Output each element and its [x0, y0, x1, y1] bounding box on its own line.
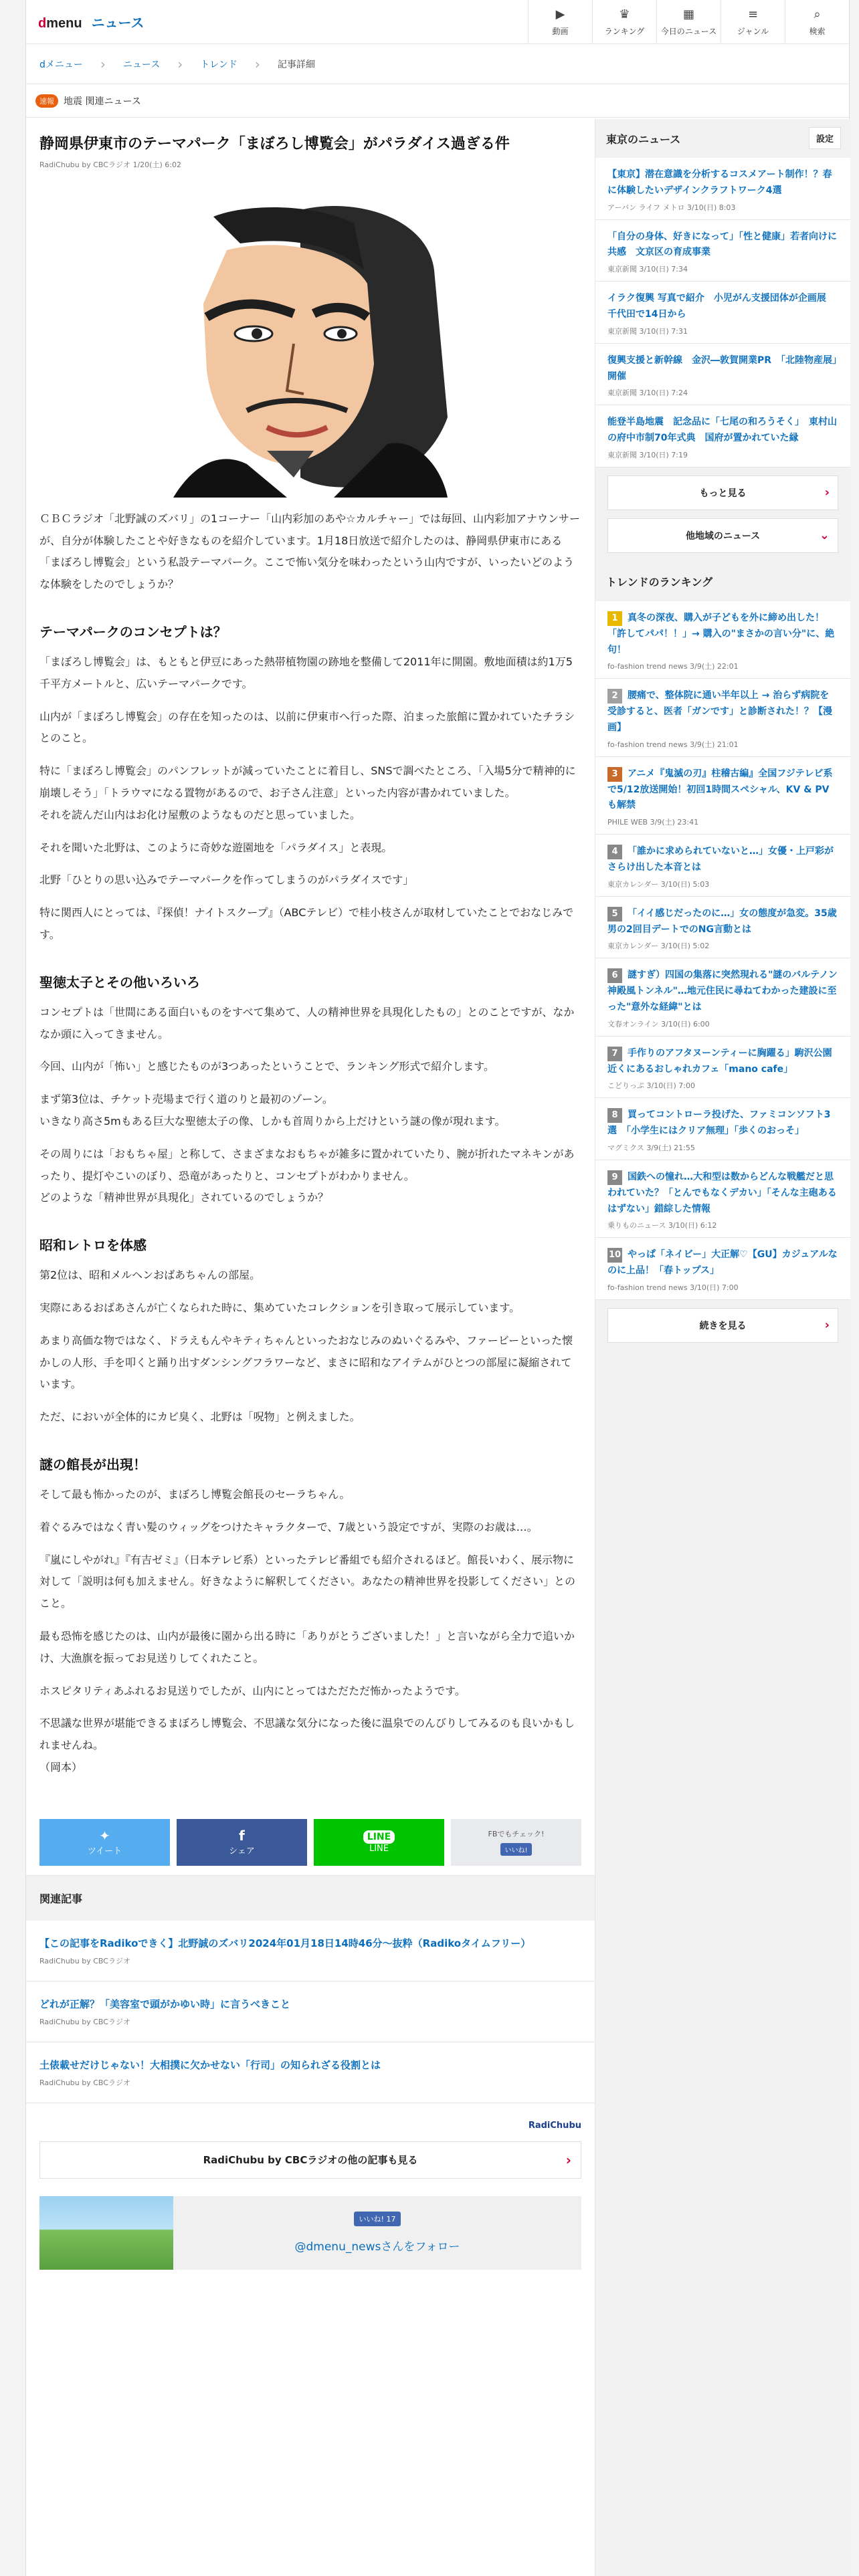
ranking-item[interactable]	[595, 1037, 850, 1099]
chevron-right-icon: ›	[565, 2151, 571, 2168]
ranking-item[interactable]	[595, 679, 850, 756]
landscape-image	[39, 2196, 173, 2270]
local-news-title[interactable]: イラク復興 写真で紹介 小児がん支援団体が企画展 千代田で14日から	[607, 293, 836, 320]
related-list	[26, 1921, 595, 2103]
logo-d: d	[38, 16, 47, 31]
local-news-source: アーバン ライフ メトロ 3/10(日) 8:03	[607, 203, 736, 212]
ranking-source: fo-fashion trend news 3/10(日) 7:00	[607, 1283, 739, 1292]
ranking-title-row[interactable]	[607, 968, 838, 1015]
paragraph: コンセプトは「世間にある面白いものをすべて集めて、人の精神世界を具現化したもの」とのことですが、なかなか頭に入ってきません。	[39, 1005, 575, 1041]
rank-number: 2	[607, 689, 622, 704]
paragraph: ＣＢＣラジオ「北野誠のズバリ」の1コーナー「山内彩加のあや☆カルチャー」では毎回、山内彩加アナウンサーが、自分が体験したことや好きなものを紹介しています。1月18日放送で紹介したのは、静岡県伊東市にある「まぼろし博覧会」という私設テーマパーク。ここで怖い気分を味わったという山内ですが、いったいどのような体験をしたのでしょうか？	[39, 512, 581, 591]
paragraph: ただ、においが全体的にカビ臭く、北野は「呪物」と例えました。	[39, 1410, 361, 1424]
paragraph: 不思議な世界が堪能できるまぼろし博覧会、不思議な気分になった後に温泉でのんびりしてみるのも良いかもしれませんね。 （岡本）	[39, 1717, 575, 1774]
radichubu-logo-text: RadiChubu	[528, 2120, 581, 2131]
nav-label: ジャンル	[737, 27, 769, 36]
ranking-title-row[interactable]	[607, 1247, 838, 1279]
ranking-title-row[interactable]	[607, 844, 838, 876]
ranking-title[interactable]: アニメ『鬼滅の刃』柱稽古編』全国フジテレビ系で5/12放送開始！初回1時間スペシャル、KV & PV も解禁	[607, 768, 833, 811]
fb-check-label: FBでもチェック!	[488, 1830, 545, 1839]
breadcrumb-dmenu[interactable]: dメニュー	[39, 59, 83, 70]
local-news-title: 東京のニュース	[606, 132, 681, 146]
chevron-down-icon: ⌄	[819, 528, 830, 543]
related-title[interactable]: どれが正解？「美容室で頭がかゆい時」に言うべきこと	[39, 1998, 291, 2010]
article-meta: RadiChubu by CBCラジオ 1/20(土) 6:02	[39, 160, 181, 169]
local-news-source: 東京新聞 3/10(日) 7:31	[607, 326, 688, 336]
chevron-right-icon: ›	[100, 56, 106, 72]
breadcrumb	[26, 44, 849, 84]
radichubu-logo	[26, 2103, 595, 2137]
tweet-label: ツイート	[87, 1846, 122, 1857]
share-label: シェア	[229, 1846, 255, 1857]
article-title: 静岡県伊東市のテーマパーク「まぼろし博覧会」がパラダイス過ぎる件	[39, 136, 510, 152]
local-news-title[interactable]: 能登半島地震 記念品に「七尾の和ろうそく」 東村山の府中市制70年式典 国府が置かれていた縁	[607, 417, 837, 444]
article-body	[39, 508, 581, 1779]
section-heading: テーマパークのコンセプトは？	[39, 624, 227, 641]
rank-number: 8	[607, 1108, 622, 1123]
nav-item-1[interactable]	[592, 0, 656, 44]
global-header	[26, 0, 849, 44]
main-column	[26, 119, 595, 2270]
trend-ranking-heading	[595, 562, 850, 601]
chevron-right-icon: ›	[824, 1318, 830, 1333]
related-source: RadiChubu by CBCラジオ	[39, 2078, 130, 2087]
chevron-right-icon: ›	[824, 486, 830, 500]
related-title[interactable]: 土俵載せだけじゃない！大相撲に欠かせない「行司」の知られざる役割とは	[39, 2058, 381, 2071]
breaking-badge: 速報	[35, 94, 58, 108]
other-regions-label: 他地域のニュース	[685, 530, 761, 542]
ranking-title-row[interactable]	[607, 1046, 838, 1078]
paragraph: 最も恐怖を感じたのは、山内が最後に園から出る時に「ありがとうございました！」と言いながら全力で追いかけ、大漁旗を振ってお見送りしてくれたこと。	[39, 1629, 575, 1665]
ranking-item[interactable]	[595, 757, 850, 835]
local-news-list	[595, 158, 850, 467]
breaking-ticker[interactable]	[26, 84, 849, 118]
local-news-title[interactable]: 復興支援と新幹線 金沢―敦賀開業PR 「北陸物産展」開催	[607, 354, 838, 382]
line-icon: LINE	[363, 1830, 395, 1844]
section-heading: 謎の館長が出現！	[39, 1457, 147, 1473]
facebook-like-button[interactable]: いいね! 17	[354, 2212, 401, 2226]
article	[26, 119, 595, 1779]
ranking-title[interactable]: 「誰かに求められていないと…」女優・上戸彩がさらけ出した本音とは	[607, 846, 834, 873]
paragraph: 北野「ひとりの思い込みでテーマパークを作ってしまうのがパラダイスです」	[39, 873, 414, 887]
more-button[interactable]	[607, 475, 838, 510]
paragraph: ホスピタリティあふれるお見送りでしたが、山内にとってはただただ怖かったようです。	[39, 1684, 466, 1697]
local-news-item[interactable]	[595, 282, 850, 344]
local-news-source: 東京新聞 3/10(日) 7:34	[607, 265, 688, 274]
related-item[interactable]	[26, 1981, 595, 2042]
local-news-title[interactable]: 「自分の身体、好きになって」「性と健康」若者向けに共感 文京区の育成事業	[607, 231, 837, 258]
section-heading: 昭和レトロを体感	[39, 1237, 147, 1254]
local-news-heading	[595, 119, 850, 158]
calendar-icon: ▦	[682, 7, 694, 21]
ranking-item[interactable]	[595, 1098, 850, 1160]
related-heading: 関連記事	[26, 1875, 595, 1921]
nav-label: ランキング	[604, 27, 645, 36]
nav-item-0[interactable]	[528, 0, 592, 44]
sidebar	[595, 119, 850, 2576]
paragraph: 実際にあるおばあさんが亡くなられた時に、集めていたコレクションを引き取って展示しています。	[39, 1301, 520, 1315]
rank-number: 10	[607, 1248, 622, 1263]
rank-number: 9	[607, 1170, 622, 1185]
continue-button[interactable]	[607, 1308, 838, 1343]
nav-label: 動画	[552, 27, 569, 36]
related-item[interactable]	[26, 2042, 595, 2103]
ranking-item[interactable]	[595, 601, 850, 679]
related-title[interactable]: 【この記事をRadikoできく】北野誠のズバリ2024年01月18日14時46分～抜粋（Radikoタイムフリー）	[39, 1937, 531, 1949]
other-articles-button[interactable]	[39, 2141, 581, 2179]
local-news-title[interactable]: 【東京】潜在意識を分析するコスメアート制作！？春に体験したいデザインクラフトワーク4選	[607, 169, 832, 196]
chevron-right-icon: ›	[254, 56, 260, 72]
facebook-icon: f	[239, 1828, 245, 1844]
chevron-right-icon: ›	[177, 56, 183, 72]
ranking-source: 乗りものニュース 3/10(日) 6:12	[607, 1221, 717, 1230]
paragraph: 特に関西人にとっては、『探偵！ナイトスクープ』（ABCテレビ）で桂小枝さんが取材していたことでおなじみです。	[39, 906, 574, 942]
local-news-item[interactable]	[595, 220, 850, 282]
local-news-source: 東京新聞 3/10(日) 7:19	[607, 450, 688, 459]
illustration-svg	[133, 197, 481, 498]
paragraph: 今回、山内が「怖い」と感じたものが3つあったということで、ランキング形式で紹介します。	[39, 1060, 494, 1073]
nav-item-2[interactable]	[656, 0, 721, 44]
section-heading: 聖徳太子とその他いろいろ	[39, 974, 200, 990]
ranking-title[interactable]: 真冬の深夜、購入が子どもを外に締め出した！「許してパパ！！」→ 購入の"まさかの言い分"に、絶句！	[607, 612, 835, 655]
ranking-title-row[interactable]	[607, 1170, 838, 1217]
line-label: LINE	[369, 1844, 389, 1854]
crown-icon: ♛	[619, 7, 630, 21]
ranking-source: こどりっぷ 3/10(日) 7:00	[607, 1081, 695, 1091]
trend-ranking-list	[595, 601, 850, 1300]
related-item[interactable]	[26, 1921, 595, 1981]
rank-number: 5	[607, 907, 622, 922]
ranking-source: マグミクス 3/9(土) 21:55	[607, 1143, 695, 1152]
ranking-source: fo-fashion trend news 3/9(土) 21:01	[607, 740, 739, 749]
ranking-item[interactable]	[595, 958, 850, 1036]
settings-button[interactable]: 設定	[809, 127, 841, 149]
local-news-source: 東京新聞 3/10(日) 7:24	[607, 389, 688, 398]
tweet-button[interactable]	[39, 1819, 170, 1866]
more-label: もっと見る	[699, 488, 747, 499]
line-share-button[interactable]	[314, 1819, 444, 1866]
facebook-share-button[interactable]	[177, 1819, 307, 1866]
rank-number: 6	[607, 968, 622, 983]
ranking-title-row[interactable]	[607, 766, 838, 814]
breadcrumb-news[interactable]: ニュース	[122, 59, 161, 70]
rank-number: 7	[607, 1047, 622, 1061]
ranking-title[interactable]: 手作りのアフタヌーンティーに胸躍る」駒沢公園近くにあるおしゃれカフェ「mano cafe」	[607, 1047, 832, 1075]
nav-item-4[interactable]	[785, 0, 849, 44]
other-articles-label: RadiChubu by CBCラジオの他の記事も見る	[203, 2154, 418, 2167]
ranking-title-row[interactable]	[607, 611, 838, 658]
page-frame	[25, 0, 850, 2576]
ranking-item[interactable]	[595, 1238, 850, 1300]
paragraph: その周りには「おもちゃ屋」と称して、さまざまなおもちゃが雑多に置かれていたり、腕が折れたマネキンがあったり、提灯やこいのぼり、恐竜があったりと、コンセプトがわかりません。 どのような「精神世界が具現化」されているのでしょうか？	[39, 1147, 575, 1204]
paragraph: そして最も怖かったのが、まぼろし博覧会館長のセーラちゃん。	[39, 1488, 351, 1501]
article-hero-illustration	[133, 197, 481, 498]
twitter-follow-link[interactable]: @dmenu_newsさんをフォロー	[294, 2240, 460, 2254]
ranking-source: 東京カレンダー 3/10(日) 5:02	[607, 942, 710, 951]
related-source: RadiChubu by CBCラジオ	[39, 1956, 130, 1965]
ranking-source: 文春オンライン 3/10(日) 6:00	[607, 1019, 710, 1029]
ranking-source: PHILE WEB 3/9(土) 23:41	[607, 818, 699, 827]
other-regions-button[interactable]	[607, 518, 838, 553]
paragraph: 『嵐にしやがれ』『有吉ゼミ』（日本テレビ系）といったテレビ番組でも紹介されるほど。館長いわく、展示物に対して「説明は何も加えません。好きなように解釈してください。あなたの精神世界を投影してください」とのこと。	[39, 1553, 575, 1610]
ranking-item[interactable]	[595, 897, 850, 959]
global-nav	[528, 0, 849, 44]
rank-number: 3	[607, 767, 622, 782]
paragraph: それを聞いた北野は、このように奇妙な遊園地を「パラダイス」と表現。	[39, 841, 393, 854]
ranking-title[interactable]: 謎すぎ）四国の集落に突然現れる"謎のバルテノン神殿風トンネル"…地元住民に尋ねてわかった建設に至った"意外な経緯"とは	[607, 970, 838, 1012]
ranking-item[interactable]	[595, 1160, 850, 1238]
ranking-title-row[interactable]	[607, 1107, 838, 1140]
paragraph: 「まぼろし博覧会」は、もともと伊豆にあった熱帯植物園の跡地を整備して2011年に開園。敷地面積は約1万5千平方メートルと、広いテーマパークです。	[39, 655, 573, 690]
ranking-title[interactable]: やっぱ「ネイビー」大正解♡【GU】カジュアルなのに上品！「春トップス」	[607, 1249, 838, 1277]
search-icon: ⌕	[814, 7, 821, 21]
share-bar	[39, 1819, 581, 1866]
ranking-title-row[interactable]	[607, 906, 838, 938]
nav-item-3[interactable]	[721, 0, 785, 44]
ranking-title[interactable]: 国鉄への憧れ…大和型は数からどんな戦艦だと思われていた？「とんでもなくデカい」「そんな主砲あるはずない」錯綜した情報	[607, 1171, 837, 1214]
logo-menu: menu	[46, 16, 82, 31]
dmenu-news-logo[interactable]	[38, 12, 145, 31]
ranking-source: 東京カレンダー 3/10(日) 5:03	[607, 879, 710, 889]
video-icon: ▶	[555, 7, 565, 21]
ranking-title[interactable]: 腰痛で、整体院に通い半年以上 → 治らず病院を受診すると、医者「ガンです」と診断された！？【漫画】	[607, 690, 832, 733]
nav-label: 検索	[809, 27, 826, 36]
breadcrumb-current: 記事詳細	[277, 59, 315, 70]
related-source: RadiChubu by CBCラジオ	[39, 2017, 130, 2026]
paragraph: 第2位は、昭和メルヘンおばあちゃんの部屋。	[39, 1269, 261, 1282]
continue-label: 続きを見る	[699, 1320, 747, 1331]
ranking-source: fo-fashion trend news 3/9(土) 22:01	[607, 662, 739, 671]
local-news-item[interactable]	[595, 344, 850, 406]
fb-like-button[interactable]: いいね!	[500, 1843, 531, 1856]
breadcrumb-trend[interactable]: トレンド	[200, 59, 237, 70]
paragraph: 特に「まぼろし博覧会」のパンフレットが減っていたことに着目し、SNSで調べたところ、「入場5分で精神的に崩壊しそう」「トラウマになる置物があるので、お子さん注意」といった内容が書かれていました。 それを読んだ山内はお化け屋敷のようなものだと思っていました。	[39, 764, 576, 821]
rank-number: 1	[607, 611, 622, 626]
follow-box	[39, 2196, 581, 2270]
paragraph: あまり高価な物ではなく、ドラえもんやキティちゃんといったおなじみのぬいぐるみや、ファービーといった懐かしの人形、手を叩くと踊り出すダンシングフラワーなど、まさに昭和なアイテムがひとつの部屋に凝縮されています。	[39, 1333, 573, 1391]
ranking-item[interactable]	[595, 835, 850, 897]
ranking-title[interactable]: 買ってコントローラ投げた、ファミコンソフト3選 「小学生にはクリア無理」「歩くのおっそ」	[607, 1109, 831, 1137]
paragraph: 着ぐるみではなく青い髪のウィッグをつけたキャラクターで、7歳という設定ですが、実際のお歳は…。	[39, 1520, 538, 1533]
trend-ranking-title: トレンドのランキング	[606, 576, 713, 589]
twitter-icon: ✦	[99, 1828, 110, 1844]
paragraph: まず第3位は、チケット売場まで行く道のりと最初のゾーン。 いきなり高さ5mもある巨大な聖徳太子の像、しかも首周りから上だけという謎の像が現れます。	[39, 1093, 506, 1128]
paragraph: 山内が「まぼろし博覧会」の存在を知ったのは、以前に伊東市へ行った際、泊まった旅館に置かれていたチラシとのこと。	[39, 710, 575, 745]
list-icon: ≡	[747, 7, 759, 21]
local-news-item[interactable]	[595, 158, 850, 220]
ranking-title[interactable]: 「イイ感じだったのに…」女の態度が急変。35歳男の2回目デートでのNG言動とは	[607, 907, 837, 935]
logo-news: ニュース	[91, 15, 145, 31]
ranking-title-row[interactable]	[607, 688, 838, 736]
local-news-item[interactable]	[595, 405, 850, 467]
rank-number: 4	[607, 845, 622, 859]
nav-label: 今日のニュース	[660, 27, 717, 36]
ticker-text: 地震 関連ニュース	[64, 96, 141, 107]
fb-check-box[interactable]	[451, 1819, 581, 1866]
